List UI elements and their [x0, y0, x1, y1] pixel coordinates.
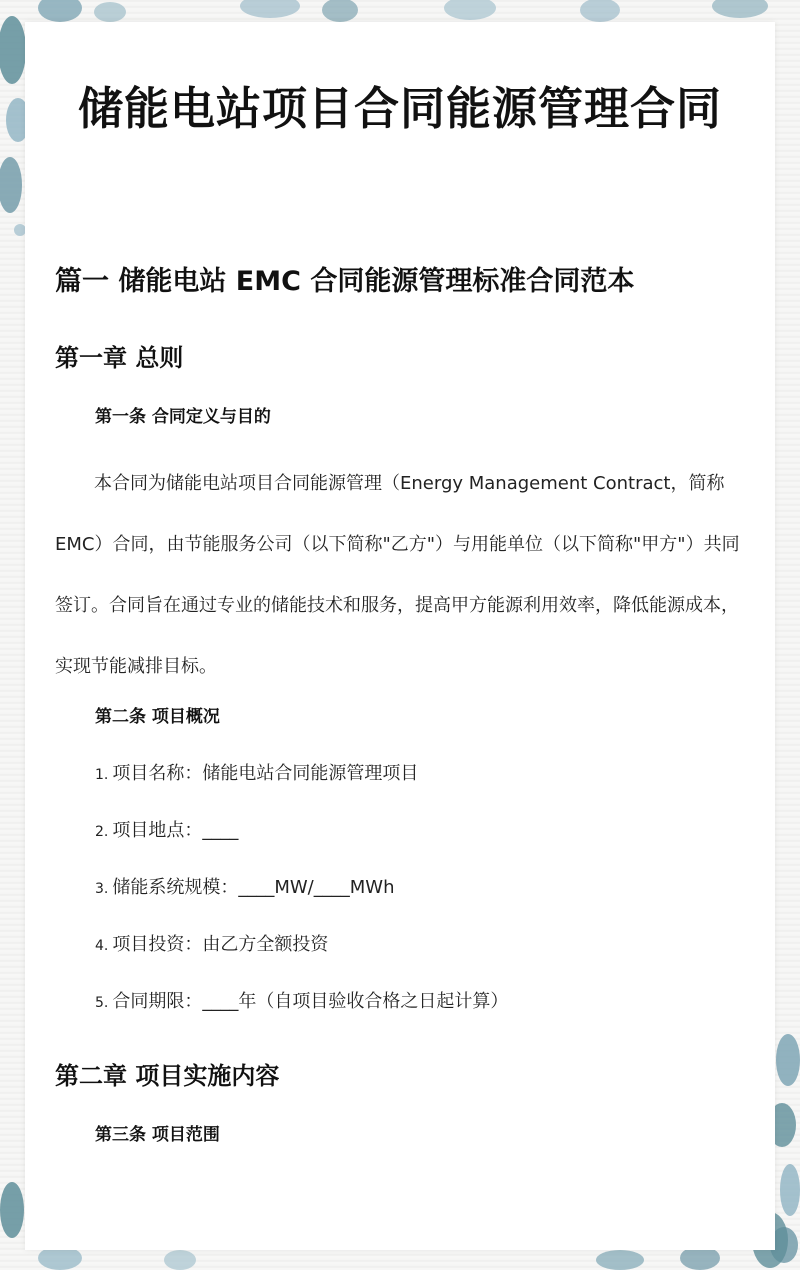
list-item [95, 757, 508, 814]
chapter-1-title: 第一章 总则 [55, 344, 184, 372]
list-item-number: 1. [95, 767, 109, 783]
list-item-number: 4. [95, 938, 109, 954]
list-item-text: 项目名称：储能电站合同能源管理项目 [112, 763, 419, 784]
part-title: 篇一 储能电站 EMC 合同能源管理标准合同范本 [55, 266, 635, 297]
list-item [95, 871, 508, 928]
list-item-text: 合同期限：____年（自项目验收合格之日起计算） [112, 991, 509, 1012]
project-overview-list [95, 757, 508, 1042]
list-item-text: 项目地点：____ [112, 820, 239, 841]
list-item [95, 985, 508, 1042]
article-1-body: 本合同为储能电站项目合同能源管理（Energy Management Contract，简称 EMC）合同，由节能服务公司（以下简称"乙方"）与用能单位（以下简称"甲方"）共同签订。合同旨在通过专业的储能技术和服务，提高甲方能源利用效率，降低能源成本，实现节能减排目标。 [55, 473, 740, 677]
list-item [95, 928, 508, 985]
chapter-2-title: 第二章 项目实施内容 [55, 1062, 280, 1090]
list-item [95, 814, 508, 871]
article-3-title: 第三条 项目范围 [95, 1125, 220, 1145]
document-title: 储能电站项目合同能源管理合同 [77, 82, 722, 135]
list-item-text: 项目投资：由乙方全额投资 [112, 934, 329, 955]
list-item-text: 储能系统规模：____MW/____MWh [112, 877, 395, 898]
article-2-title: 第二条 项目概况 [95, 707, 220, 727]
list-item-number: 2. [95, 824, 109, 840]
list-item-number: 5. [95, 995, 109, 1011]
article-1-title: 第一条 合同定义与目的 [95, 407, 271, 427]
list-item-number: 3. [95, 881, 109, 897]
